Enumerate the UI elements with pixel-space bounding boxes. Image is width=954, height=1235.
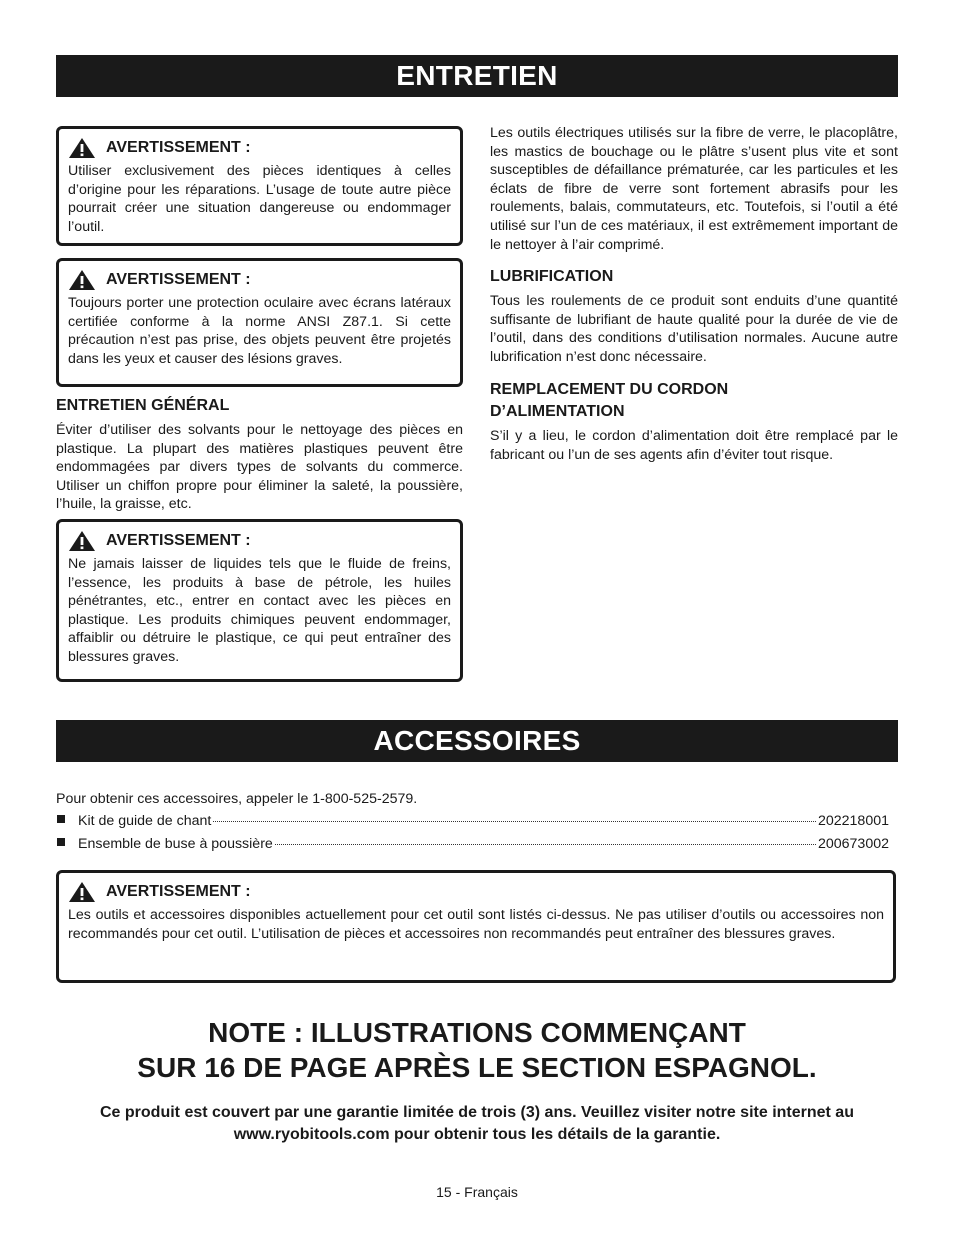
warning-text: Toujours porter une protection oculaire avec écrans latéraux certifiée conforme à la norme ANSI Z87.1. Si cette précaution n’est pas prise, des objets peuvent être projetés dans les yeux et causer des lésions graves. bbox=[68, 295, 451, 367]
warning-header bbox=[68, 137, 451, 159]
lubrification-text: Tous les roulements de ce produit sont enduits d’une quantité suffisante de lubrifiant de haute qualité pour la durée de vie de l’outil, dans des conditions d’utilisation normales. Aucune autre lubrification n’est donc nécessaire. bbox=[490, 293, 898, 365]
warning-triangle-icon bbox=[68, 530, 96, 552]
accessory-item bbox=[56, 836, 889, 852]
warning-header bbox=[68, 530, 451, 552]
warning-text: Ne jamais laisser de liquides tels que le fluide de freins, l’essence, les produits à base de pétrole, les huiles pénétrantes, etc., entrer en contact avec les pièces en plastique. Les produits chimiques peuvent endommager, affaiblir ou détruire le plastique, ce qui peut entraîner des blessures graves. bbox=[68, 556, 451, 665]
accessory-name: Ensemble de buse à poussière bbox=[78, 836, 273, 852]
cord-replacement-text: S’il y a lieu, le cordon d’alimentation doit être remplacé par le fabricant ou l’un de ses agents afin d’éviter tout risque. bbox=[490, 428, 898, 463]
general-maintenance-text: Éviter d’utiliser des solvants pour le nettoyage des pièces en plastique. La plupart des matières plastiques peuvent être endommagées par divers types de solvants du commerce. Utiliser un chiffon propre pour éliminer la saleté, la poussière, l’huile, la graisse, etc. bbox=[56, 422, 463, 513]
accessoires-section-title: ACCESSOIRES bbox=[56, 720, 898, 762]
dot-leader bbox=[213, 821, 816, 822]
warning-text: Utiliser exclusivement des pièces identiques à celles d’origine pour les réparations. L’usage de toute autre pièce pourrait créer une situation dangereuse ou endommager l’outil. bbox=[68, 163, 451, 235]
warning-triangle-icon bbox=[68, 137, 96, 159]
warning-text: Les outils et accessoires disponibles actuellement pour cet outil sont listés ci-dessus. Ne pas utiliser d’outils ou accessoires non recommandés pour cet outil. L’utilisation de pièces et accessoires non recommandés peut entraîner des blessures graves. bbox=[68, 907, 884, 942]
warranty-text: Ce produit est couvert par une garantie limitée de trois (3) ans. Veuillez visiter notre site internet au www.ryobitools.com pour obtenir tous les détails de la garantie. bbox=[100, 1104, 854, 1143]
bullet-square-icon bbox=[57, 838, 65, 846]
warning-label: AVERTISSEMENT : bbox=[106, 139, 251, 156]
accessory-name: Kit de guide de chant bbox=[78, 813, 212, 829]
page-number-footer: 15 - Français bbox=[436, 1184, 518, 1200]
accessory-part-number: 200673002 bbox=[817, 836, 889, 852]
note-line-1: NOTE : ILLUSTRATIONS COMMENÇANT bbox=[208, 1017, 746, 1048]
warning-box-liquids bbox=[56, 519, 463, 682]
warning-triangle-icon bbox=[68, 881, 96, 903]
warning-header bbox=[68, 269, 451, 291]
warning-box-parts bbox=[56, 126, 463, 246]
accessories-intro: Pour obtenir ces accessoires, appeler le 1-800-525-2579. bbox=[56, 791, 418, 807]
cord-replacement-heading-line1: REMPLACEMENT DU CORDON bbox=[490, 381, 729, 398]
warning-label: AVERTISSEMENT : bbox=[106, 883, 251, 900]
accessory-item bbox=[56, 813, 889, 829]
general-maintenance-heading: ENTRETIEN GÉNÉRAL bbox=[56, 397, 230, 414]
warning-label: AVERTISSEMENT : bbox=[106, 532, 251, 549]
warning-box-accessories bbox=[56, 870, 896, 983]
lubrification-heading: LUBRIFICATION bbox=[490, 268, 614, 285]
bullet-square-icon bbox=[57, 815, 65, 823]
entretien-section-title: ENTRETIEN bbox=[56, 55, 898, 97]
warning-box-eye-protection bbox=[56, 258, 463, 387]
cord-replacement-heading-line2: D’ALIMENTATION bbox=[490, 403, 625, 420]
warning-label: AVERTISSEMENT : bbox=[106, 271, 251, 288]
warning-header bbox=[68, 881, 884, 903]
dot-leader bbox=[275, 844, 816, 845]
accessory-part-number: 202218001 bbox=[817, 813, 889, 829]
fiberglass-text: Les outils électriques utilisés sur la fibre de verre, le placoplâtre, les mastics de bouchage ou le plâtre s’usent plus vite et sont susceptibles de défaillance prématurée, car les particules et les éclats de fibre de verre sont fortement abrasifs pour les roulements, balais, commutateurs, etc. Toutefois, si l’outil a été utilisé sur l’un de ces matériaux, il est extrêmement important de le nettoyer à l’air comprimé. bbox=[490, 125, 898, 253]
note-line-2: SUR 16 DE PAGE APRÈS LE SECTION ESPAGNOL. bbox=[137, 1052, 817, 1083]
warning-triangle-icon bbox=[68, 269, 96, 291]
